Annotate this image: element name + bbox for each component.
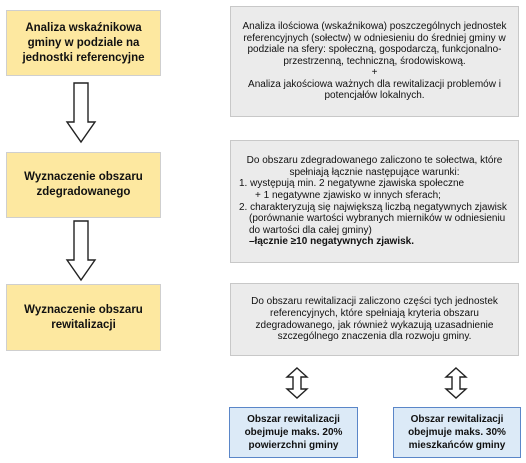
revitalization-text: Do obszaru rewitalizacji zaliczono części tych jednostek referencyjnych, które spełniają kryteria obszaru zdegradowanego, jak również wykazują uzasadnienie szczególnego znaczenia dla rozwoju gminy. <box>251 296 498 343</box>
analysis-plus-sign: + <box>371 67 378 79</box>
stage-revitalization-area <box>6 284 161 351</box>
degraded-condition-1-sub: + 1 negatywne zjawisko w innych sferach; <box>255 189 441 201</box>
stage-indicator-analysis-label: Analiza wskaźnikowa gminy w podziale na jednostki referencyjne <box>22 21 145 64</box>
degraded-intro-text: Do obszaru zdegradowanego zaliczono te sołectwa, które spełniają łącznie następujące warunki: <box>246 155 503 178</box>
result-area-limit <box>229 407 358 458</box>
up-down-arrow-icon <box>445 367 467 399</box>
stage-degraded-area-label: Wyznaczenie obszaru zdegradowanego <box>24 171 143 198</box>
description-degraded-area <box>230 140 519 263</box>
result-population-limit <box>393 407 521 458</box>
down-arrow-icon <box>66 82 96 144</box>
result-population-limit-text: Obszar rewitalizacji obejmuje maks. 30% mieszkańców gminy <box>408 414 506 451</box>
description-analysis <box>230 6 519 117</box>
analysis-quantitative-text: Analiza ilościowa (wskaźnikowa) poszczególnych jednostek referencyjnych (sołectw) w odniesieniu do średniej gminy w podziale na sfery: społeczną, gospodarczą, funkcjonalno-przestrzenną, techniczną, środowiskową. <box>242 20 507 67</box>
analysis-qualitative-text: Analiza jakościowa ważnych dla rewitalizacji problemów i potencjałów lokalnych. <box>248 78 501 102</box>
down-arrow-icon <box>66 220 96 282</box>
degraded-condition-1: 1. występują min. 2 negatywne zjawiska społeczne <box>239 178 465 190</box>
stage-degraded-area <box>6 152 161 218</box>
stage-indicator-analysis <box>6 10 161 76</box>
stage-revitalization-area-label: Wyznaczenie obszaru rewitalizacji <box>24 303 143 331</box>
degraded-condition-2: 2. charakteryzują się największą liczbą negatywnych zjawisk (porównanie wartości wybranych mierników w odniesieniu do wartości dla całej gminy) <box>239 201 507 236</box>
description-revitalization-area <box>230 283 519 356</box>
up-down-arrow-icon <box>286 367 308 399</box>
degraded-total: –łącznie ≥10 negatywnych zjawisk. <box>249 236 415 248</box>
result-area-limit-text: Obszar rewitalizacji obejmuje maks. 20% powierzchni gminy <box>244 414 343 451</box>
